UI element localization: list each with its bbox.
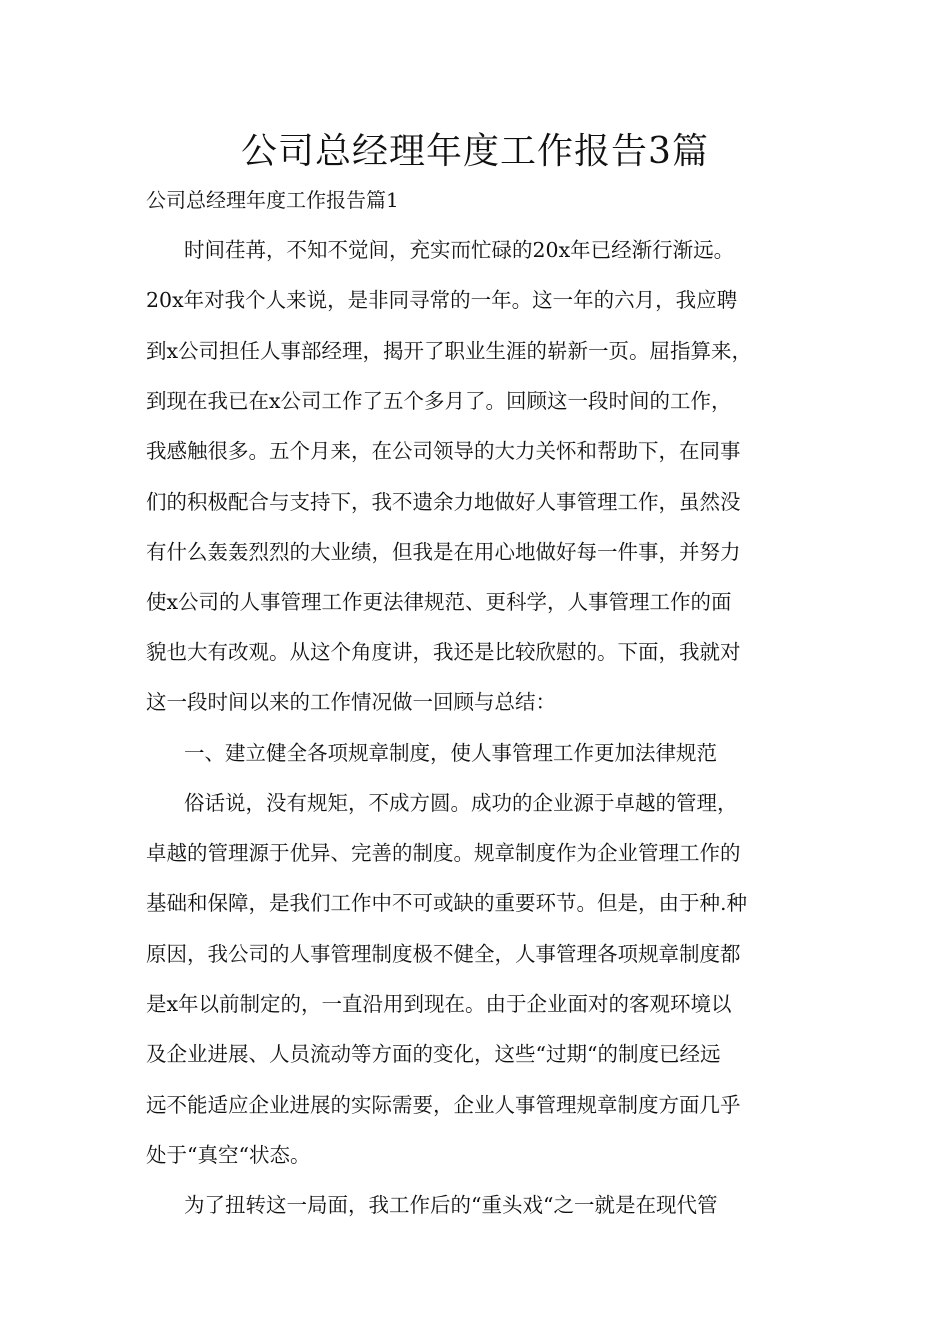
body-line-3: 到x公司担任人事部经理，揭开了职业生涯的崭新一页。屈指算来， [146,339,753,363]
body-line-2: 20x年对我个人来说，是非同寻常的一年。这一年的六月，我应聘 [146,288,738,312]
body-line-6: 们的积极配合与支持下，我不遗余力地做好人事管理工作，虽然没 [146,490,741,514]
body-line-19: 处于“真空“状态。 [146,1143,311,1167]
body-line-17: 及企业进展、人员流动等方面的变化，这些“过期“的制度已经远 [146,1042,721,1066]
body-line-12: 俗话说，没有规矩，不成方圆。成功的企业源于卓越的管理， [184,791,738,815]
body-line-4: 到现在我已在x公司工作了五个多月了。回顾这一段时间的工作， [146,389,732,413]
document-title: 公司总经理年度工作报告3篇 [241,131,709,172]
body-line-1: 时间荏苒，不知不觉间，充实而忙碌的20x年已经渐行渐远。 [184,238,735,262]
body-line-5: 我感触很多。五个月来，在公司领导的大力关怀和帮助下，在同事 [146,439,741,463]
body-line-14: 基础和保障，是我们工作中不可或缺的重要环节。但是，由于种.种 [146,891,748,915]
body-line-20: 为了扭转这一局面，我工作后的“重头戏“之一就是在现代管 [184,1193,718,1217]
body-line-15: 原因，我公司的人事管理制度极不健全，人事管理各项规章制度都 [146,942,741,966]
body-line-8: 使x公司的人事管理工作更法律规范、更科学，人事管理工作的面 [146,590,732,614]
body-line-16: 是x年以前制定的，一直沿用到现在。由于企业面对的客观环境以 [146,992,732,1016]
body-line-7: 有什么轰轰烈烈的大业绩，但我是在用心地做好每一件事，并努力 [146,540,741,564]
body-line-18: 远不能适应企业进展的实际需要，企业人事管理规章制度方面几乎 [146,1093,741,1117]
body-line-10: 这一段时间以来的工作情况做一回顾与总结： [146,690,556,714]
body-line-9: 貌也大有改观。从这个角度讲，我还是比较欣慰的。下面，我就对 [146,640,741,664]
section-heading: 公司总经理年度工作报告篇1 [146,188,399,212]
section-heading-1: 一、建立健全各项规章制度，使人事管理工作更加法律规范 [184,741,717,765]
body-line-13: 卓越的管理源于优异、完善的制度。规章制度作为企业管理工作的 [146,841,741,865]
